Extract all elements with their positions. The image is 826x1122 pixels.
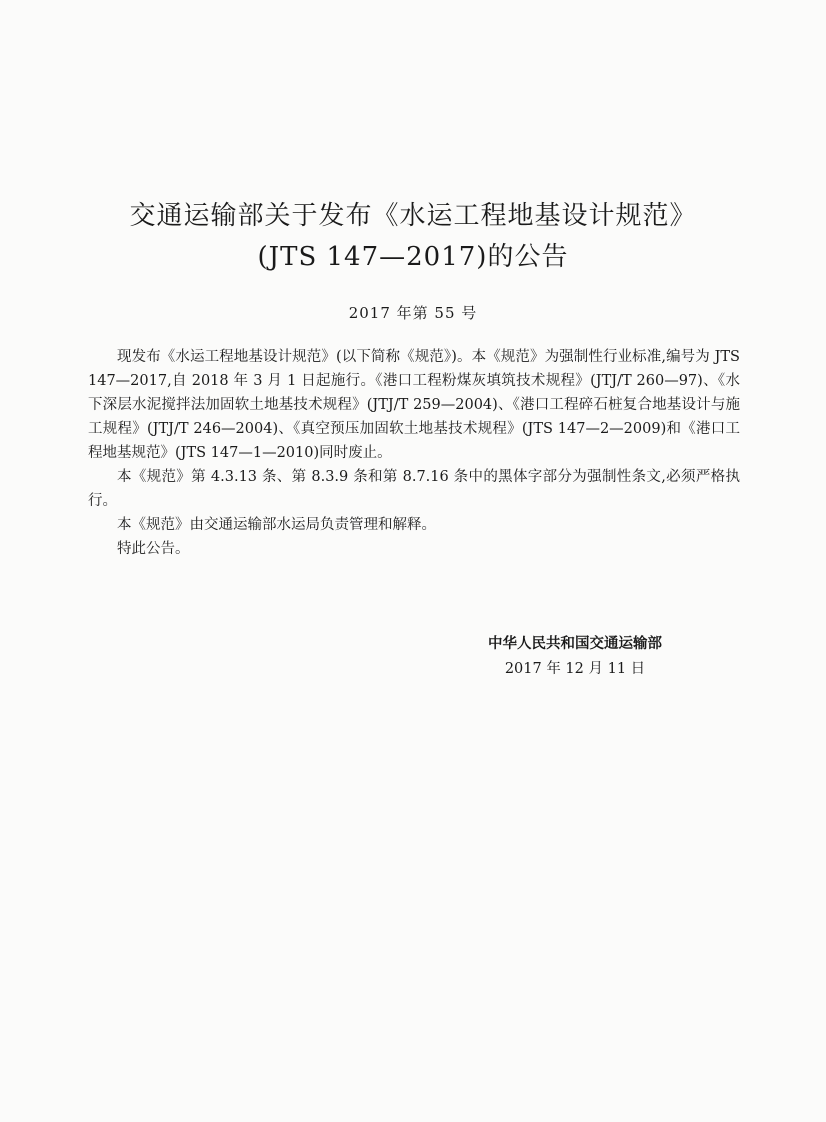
paragraph-mandatory-clauses: 本《规范》第 4.3.13 条、第 8.3.9 条和第 8.7.16 条中的黑体字部分为强制性条文,必须严格执行。	[88, 469, 740, 509]
paragraph-closing: 特此公告。	[117, 541, 190, 557]
paragraph-publication: 现发布《水运工程地基设计规范》(以下简称《规范》)。本《规范》为强制性行业标准,编号为 JTS 147—2017,自 2018 年 3 月 1 日起施行。《港口工程粉煤灰填筑技术规程》(JTJ/T 260—97)、《水下深层水泥搅拌法加固软土地基技术规程》(JTJ/T 259—2004)、《港口工程碎石桩复合地基设计与施工规程》(JTJ/T 246—2004)、《真空预压加固软土地基技术规程》(JTS 147—2—2009)和《港口工程地基规范》(JTS 147—1—2010)同时废止。	[88, 349, 740, 461]
issuing-organization: 中华人民共和国交通运输部	[488, 636, 662, 652]
document-title-line-2: (JTS 147—2017)的公告	[257, 242, 569, 272]
announcement-body	[88, 345, 740, 561]
announcement-number: 2017 年第 55 号	[348, 304, 478, 322]
issue-date: 2017 年 12 月 11 日	[504, 661, 646, 677]
document-title-line-1: 交通运输部关于发布《水运工程地基设计规范》	[129, 201, 697, 231]
paragraph-management: 本《规范》由交通运输部水运局负责管理和解释。	[117, 517, 436, 533]
